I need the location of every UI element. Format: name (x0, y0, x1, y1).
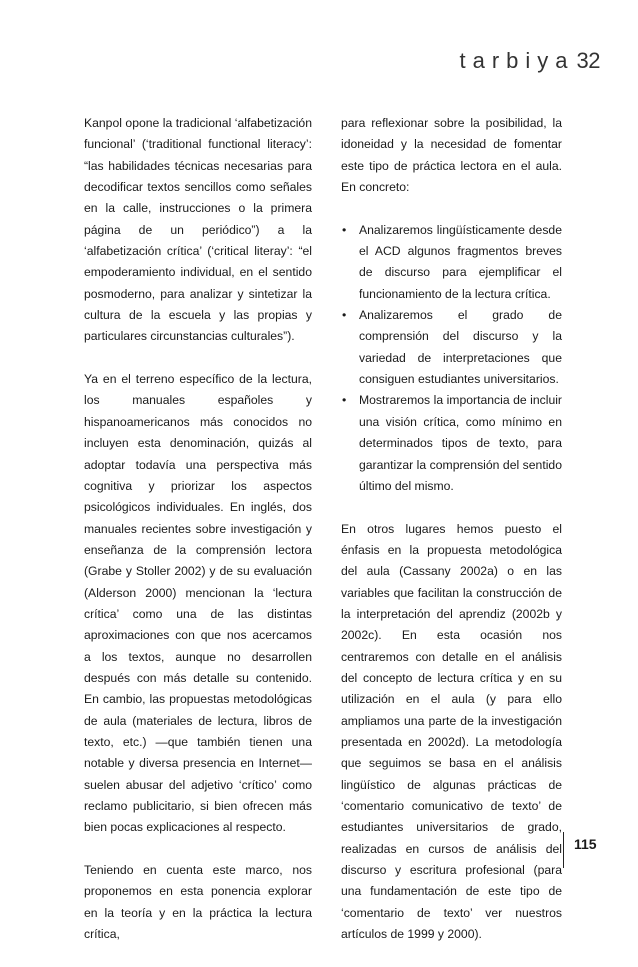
list-item: • Mostraremos la importancia de incluir una visión crítica, como mínimo en determinados tipos de texto, para garantizar la comprensión del sentido último del mismo. (341, 390, 562, 497)
page-footer (563, 832, 597, 868)
paragraph: Ya en el terreno específico de la lectura, los manuales españoles y hispanoamericanos más conocidos no incluyen esta denominación, quizás al adoptar todavía una perspectiva más cognitiva y priorizar los aspectos psicológicos individuales. En inglés, dos manuales recientes sobre investigación y enseñanza de la comprensión lectora (Grabe y Stoller 2002) y de su evaluación (Alderson 2000) mencionan la ‘lectura crítica’ como una de las distintas aproximaciones con que nos acercamos a los textos, aunque no desarrollen después con más detalle su contenido. En cambio, las propuestas metodológicas de aula (materiales de lectura, libros de texto, etc.) —que también tienen una notable y diversa presencia en Internet— suelen abusar del adjetivo ‘crítico’ como reclamo publicitario, si bien ofrecen más bien pocas explicaciones al respecto. (84, 372, 312, 835)
issue-number: 32 (576, 48, 600, 73)
paragraph: En otros lugares hemos puesto el énfasis en la propuesta metodológica del aula (Cassany 2002a) o en las variables que facilitan la construcción de la interpretación del aprendiz (2002b y 2002c). En esta ocasión nos centraremos con detalle en el análisis del concepto de lectura crítica y en su utilización en el aula (y para ello ampliamos una parte de la investigación presentada en 2002d). La metodología que seguimos se basa en el análisis lingüístico de algunas prácticas de ‘comentario comunicativo de texto’ de estudiantes universitarios de grado, realizadas en cursos de análisis del discurso y escritura profesional (para una fundamentación de este tipo de ‘comentario de texto’ ver nuestros artículos de 1999 y 2000). (341, 521, 562, 942)
paragraph: Teniendo en cuenta este marco, nos proponemos en esta ponencia explorar en la teoría y en la práctica la lectura crítica, (84, 863, 312, 942)
list-item: • Analizaremos lingüísticamente desde el ACD algunos fragmentos breves de discurso para ejemplificar el funcionamiento de la lectura crítica. (341, 220, 562, 305)
paragraph: para reflexionar sobre la posibilidad, la idoneidad y la necesidad de fomentar este tipo de práctica lectora en el aula. En concreto: (341, 116, 562, 195)
list-item: • Analizaremos el grado de comprensión del discurso y la variedad de interpretaciones que consiguen estudiantes universitarios. (341, 305, 562, 390)
page-number: 115 (574, 836, 597, 852)
bullet-list (341, 220, 562, 497)
running-header (459, 48, 600, 74)
right-column (341, 113, 562, 967)
journal-title: tarbiya (459, 48, 575, 73)
left-column (84, 113, 312, 967)
paragraph: Kanpol opone la tradicional ‘alfabetización funcional’ (‘traditional functional literacy’: “las habilidades técnicas necesarias para decodificar textos sencillos como señales en la calle, instrucciones o la primera página de un periódico”) a la ‘alfabetización crítica’ (‘critical literay’: “el empoderamiento individual, en el sentido posmoderno, para analizar y sintetizar la cultura de la escuela y las propias y particulares circunstancias culturales”). (84, 116, 312, 344)
